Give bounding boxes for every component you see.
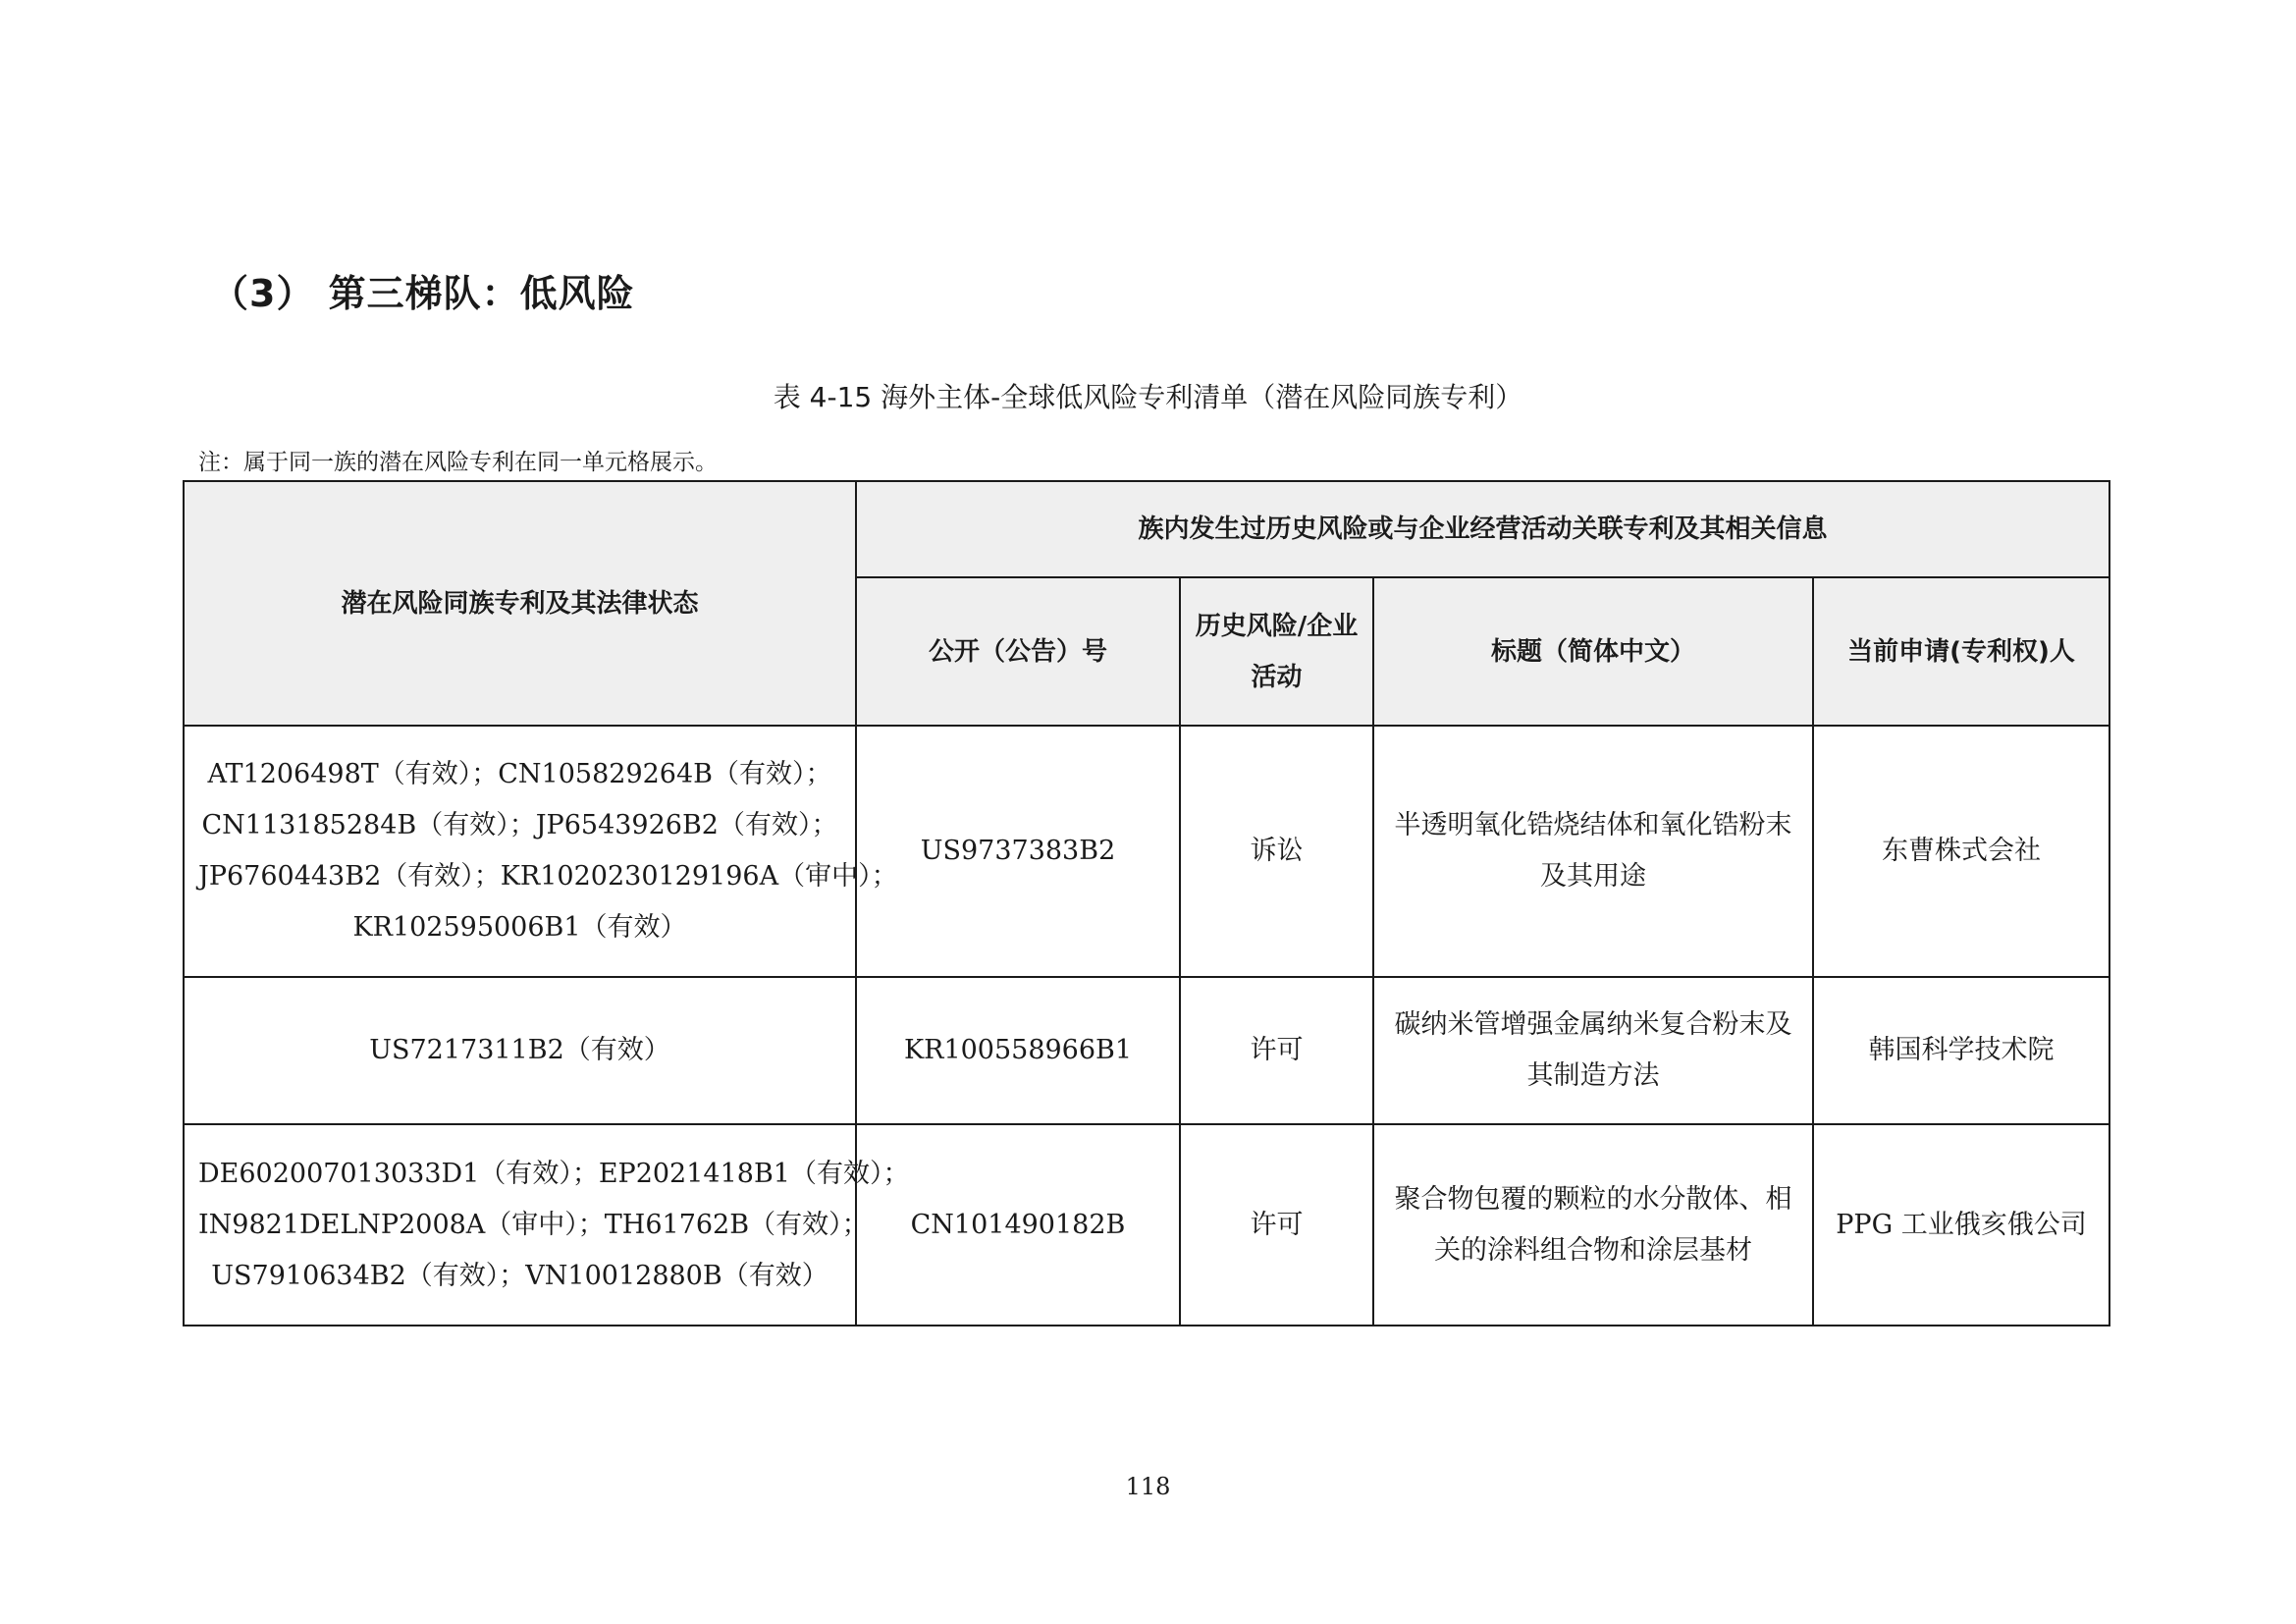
applicant-cell: PPG 工业俄亥俄公司: [1813, 1124, 2109, 1326]
family-cell: [184, 1124, 910, 1326]
section-heading: （3） 第三梯队：低风险: [211, 272, 635, 315]
header-family: 潜在风险同族专利及其法律状态: [184, 481, 856, 726]
family-line: JP6760443B2（有效）；KR1020230129196A（审中）；: [198, 861, 898, 892]
table-row: [184, 726, 2109, 977]
header-activity: 历史风险/企业活动: [1180, 577, 1373, 726]
pub-no-cell: KR100558966B1: [856, 977, 1180, 1124]
title-cell: 碳纳米管增强金属纳米复合粉末及其制造方法: [1373, 977, 1813, 1124]
family-line: CN113185284B（有效）；JP6543926B2（有效）；: [201, 810, 838, 840]
family-line: US7217311B2（有效）: [369, 1035, 670, 1065]
pub-no-cell: CN101490182B: [856, 1124, 1180, 1326]
family-line: KR102595006B1（有效）: [352, 912, 687, 943]
table-caption: 表 4-15 海外主体-全球低风险专利清单（潜在风险同族专利）: [773, 381, 1523, 413]
table-row: [184, 977, 2109, 1124]
applicant-cell: 东曹株式会社: [1813, 726, 2109, 977]
title-cell: 半透明氧化锆烧结体和氧化锆粉末及其用途: [1373, 726, 1813, 977]
family-line: AT1206498T（有效）；CN105829264B（有效）；: [207, 759, 832, 789]
applicant-cell: 韩国科学技术院: [1813, 977, 2109, 1124]
header-pub-no: 公开（公告）号: [856, 577, 1180, 726]
family-line: IN9821DELNP2008A（审中）；TH61762B（有效）；: [198, 1209, 869, 1240]
title-cell: 聚合物包覆的颗粒的水分散体、相关的涂料组合物和涂层基材: [1373, 1124, 1813, 1326]
header-group: 族内发生过历史风险或与企业经营活动关联专利及其相关信息: [856, 481, 2109, 577]
activity-cell: 诉讼: [1180, 726, 1373, 977]
header-title: 标题（简体中文）: [1373, 577, 1813, 726]
activity-cell: 许可: [1180, 1124, 1373, 1326]
family-cell: [184, 726, 898, 977]
table-row: [184, 1124, 2109, 1326]
activity-cell: 许可: [1180, 977, 1373, 1124]
family-line: DE602007013033D1（有效）；EP2021418B1（有效）；: [198, 1158, 910, 1189]
patent-table: [183, 480, 2110, 1326]
table-note: 注：属于同一族的潜在风险专利在同一单元格展示。: [198, 450, 718, 475]
family-line: US7910634B2（有效）；VN10012880B（有效）: [211, 1260, 828, 1291]
pub-no-cell: US9737383B2: [856, 726, 1180, 977]
page-number: 118: [1125, 1473, 1171, 1500]
family-cell: [184, 977, 856, 1124]
header-applicant: 当前申请(专利权)人: [1813, 577, 2109, 726]
